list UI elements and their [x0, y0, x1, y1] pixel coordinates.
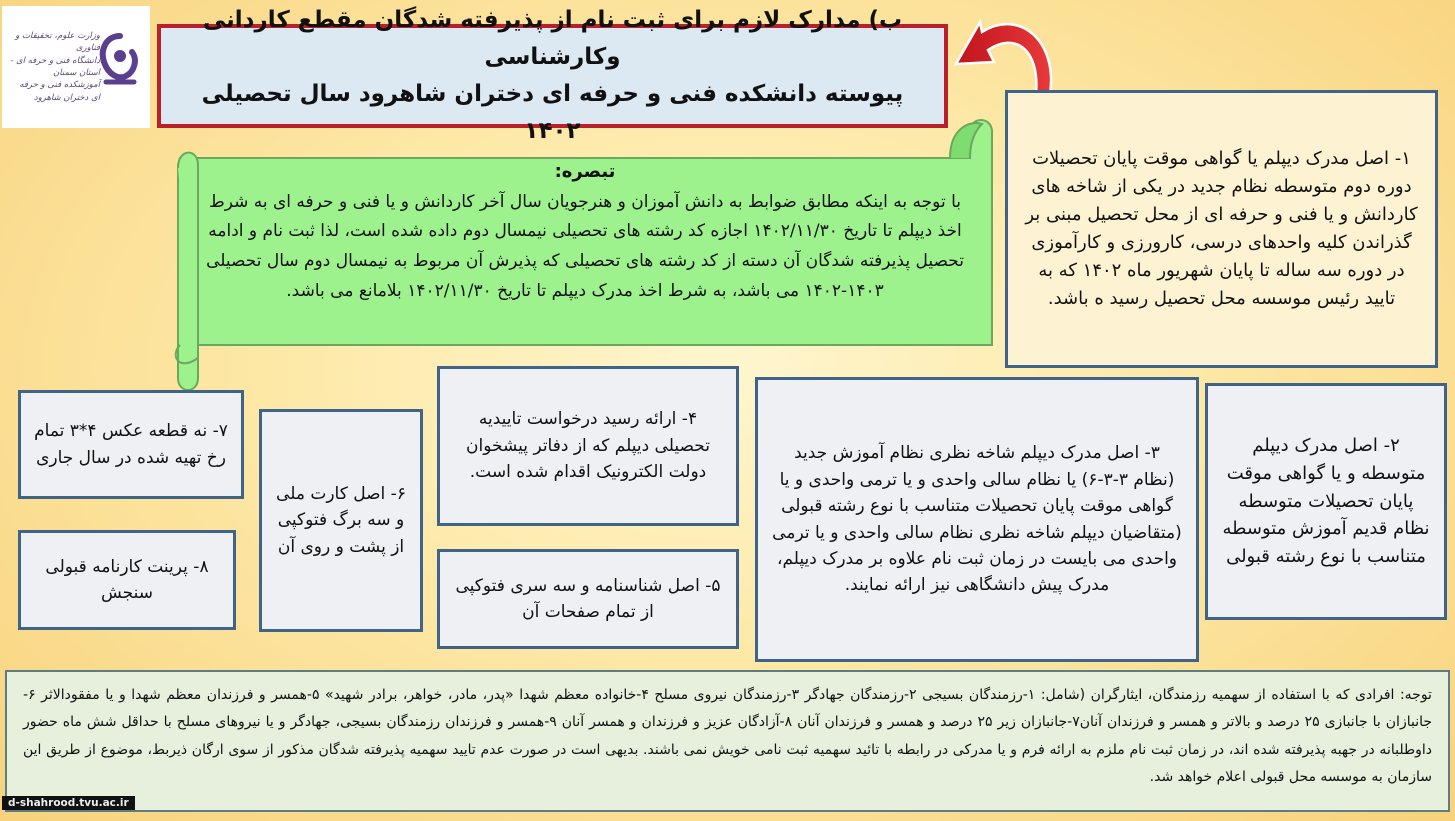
quota-notice-text: توجه: افرادی که با استفاده از سهمیه رزمندگان، ایثارگران (شامل: ۱-رزمندگان بسیجی ۲-رزمندگان جهادگر ۳-رزمندگان نیروی مسلح ۴-خانواده معظم شهدا «پدر، مادر، خواهر، برادر شهید» ۵-همسر و فرزندان معظم شهدا و یا مفقودالاثر ۶-جانبازان با جانبازی ۲۵ درصد و بالاتر و همسر و فرزندان آنان۷-جانبازان زیر ۲۵ درصد و همسر و فرزندان آنان ۸-آزادگان عزیز و فرزندان و همسر آنان ۹-همسر و فرزندان رزمندگان بسیجی، جهادگر و یا نیروهای مسلح با حداقل شش ماه حضور داوطلبانه در جهبه پذیرفته شده اند، در زمان ثبت نام ملزم به ارائه فرم و یا مدرکی در رابطه با تائید سهمیه ثبت نامی خویش نمی باشند. بدیهی است در صورت عدم تایید سهمیه پذیرفته شدگان مذکور از سوی ارگان ذیربط، موضوع از طریق این سازمان به موسسه محل قبولی اعلام خواهد شد.: [23, 687, 1433, 785]
logo-line: دانشگاه فنی و حرفه ای - استان سمنان: [10, 55, 100, 78]
requirement-4: [437, 366, 739, 526]
quota-notice: [5, 670, 1450, 812]
title-line-1: ب) مدارک لازم برای ثبت نام از پذیرفته شدگان مقطع کاردانی وکارشناسی: [202, 7, 903, 71]
logo-line: آموزشکده فنی و حرفه ای دختران شاهرود: [19, 80, 100, 103]
requirement-1: [1005, 90, 1438, 368]
requirement-5: [437, 549, 739, 649]
note-body: با توجه به اینکه مطابق ضوابط به دانش آموزان و هنرجویان سال آخر کاردانش و یا فنی و حرفه ای به شرط اخذ دیپلم تا تاریخ ۱۴۰۲/۱۱/۳۰ اجازه کد رشته های تحصیلی نیمسال دوم داده شده است، لذا ثبت نام و ادامه تحصیل پذیرفته شدگان آن دسته از کد رشته های تحصیلی که پذیرش آن مربوط به نیمسال دوم سال تحصیلی ۱۴۰۳-۱۴۰۲ می باشد، به شرط اخذ مدرک دیپلم تا تاریخ ۱۴۰۲/۱۱/۳۰ بلامانع می باشد.: [206, 191, 964, 301]
requirement-6-text: ۶- اصل کارت ملی و سه برگ فتوکپی از پشت و روی آن: [276, 483, 406, 557]
requirement-2: [1205, 383, 1447, 620]
curved-arrow-icon: [950, 2, 1060, 102]
note-heading: تبصره:: [554, 161, 616, 182]
tvu-emblem-icon: [96, 32, 144, 92]
requirement-7-text: ۷- نه قطعه عکس ۴*۳ تمام رخ تهیه شده در سال جاری: [34, 421, 228, 468]
site-watermark: d-shahrood.tvu.ac.ir: [2, 796, 135, 810]
requirement-3-text: ۳- اصل مدرک دیپلم شاخه نظری نظام آموزش جدید (نظام ۳-۳-۶) یا نظام سالی واحدی و یا ترمی واحدی و یا گواهی موقت پایان تحصیلات متناسب با نوع رشته قبولی (متقاضیان دیپلم شاخه نظری نظام سالی واحدی و یا ترمی واحدی می بایست در زمان ثبت نام علاوه بر مدرک دیپلم، مدرک پیش دانشگاهی نیز ارائه نمایند.: [772, 443, 1182, 596]
university-logo: [2, 6, 150, 128]
logo-line: وزارت علوم، تحقیقات و فناوری: [15, 31, 100, 54]
requirement-2-text: ۲- اصل مدرک دیپلم متوسطه و یا گواهی موقت پایان تحصیلات متوسطه نظام قدیم آموزش متوسطه متناسب با نوع رشته قبولی: [1222, 434, 1430, 568]
logo-text: [8, 30, 100, 104]
note-text: [200, 156, 970, 307]
requirement-8: [18, 530, 236, 630]
requirement-3: [755, 377, 1199, 662]
requirement-5-text: ۵- اصل شناسنامه و سه سری فتوکپی از تمام صفحات آن: [455, 575, 721, 622]
requirement-6: [259, 409, 423, 632]
requirement-4-text: ۴- ارائه رسید درخواست تاییدیه تحصیلی دیپلم که از دفاتر پیشخوان دولت الکترونیک اقدام شده است.: [466, 409, 710, 483]
requirement-8-text: ۸- پرینت کارنامه قبولی سنجش: [45, 556, 209, 603]
requirement-1-text: ۱- اصل مدرک دیپلم یا گواهی موقت پایان تحصیلات دوره دوم متوسطه نظام جدید در یکی از شاخه های کاردانش و یا فنی و حرفه ای از محل تحصیل مبنی بر گذراندن کلیه واحدهای درسی، کارورزی و کارآموزی در دوره سه ساله تا پایان شهریور ماه ۱۴۰۲ که به تایید رئیس موسسه محل تحصیل رسید ه باشد.: [1025, 148, 1418, 309]
requirement-7: [18, 390, 244, 499]
title-line-2: پیوسته دانشکده فنی و حرفه ای دختران شاهرود سال تحصیلی ۱۴۰۲: [201, 81, 904, 144]
